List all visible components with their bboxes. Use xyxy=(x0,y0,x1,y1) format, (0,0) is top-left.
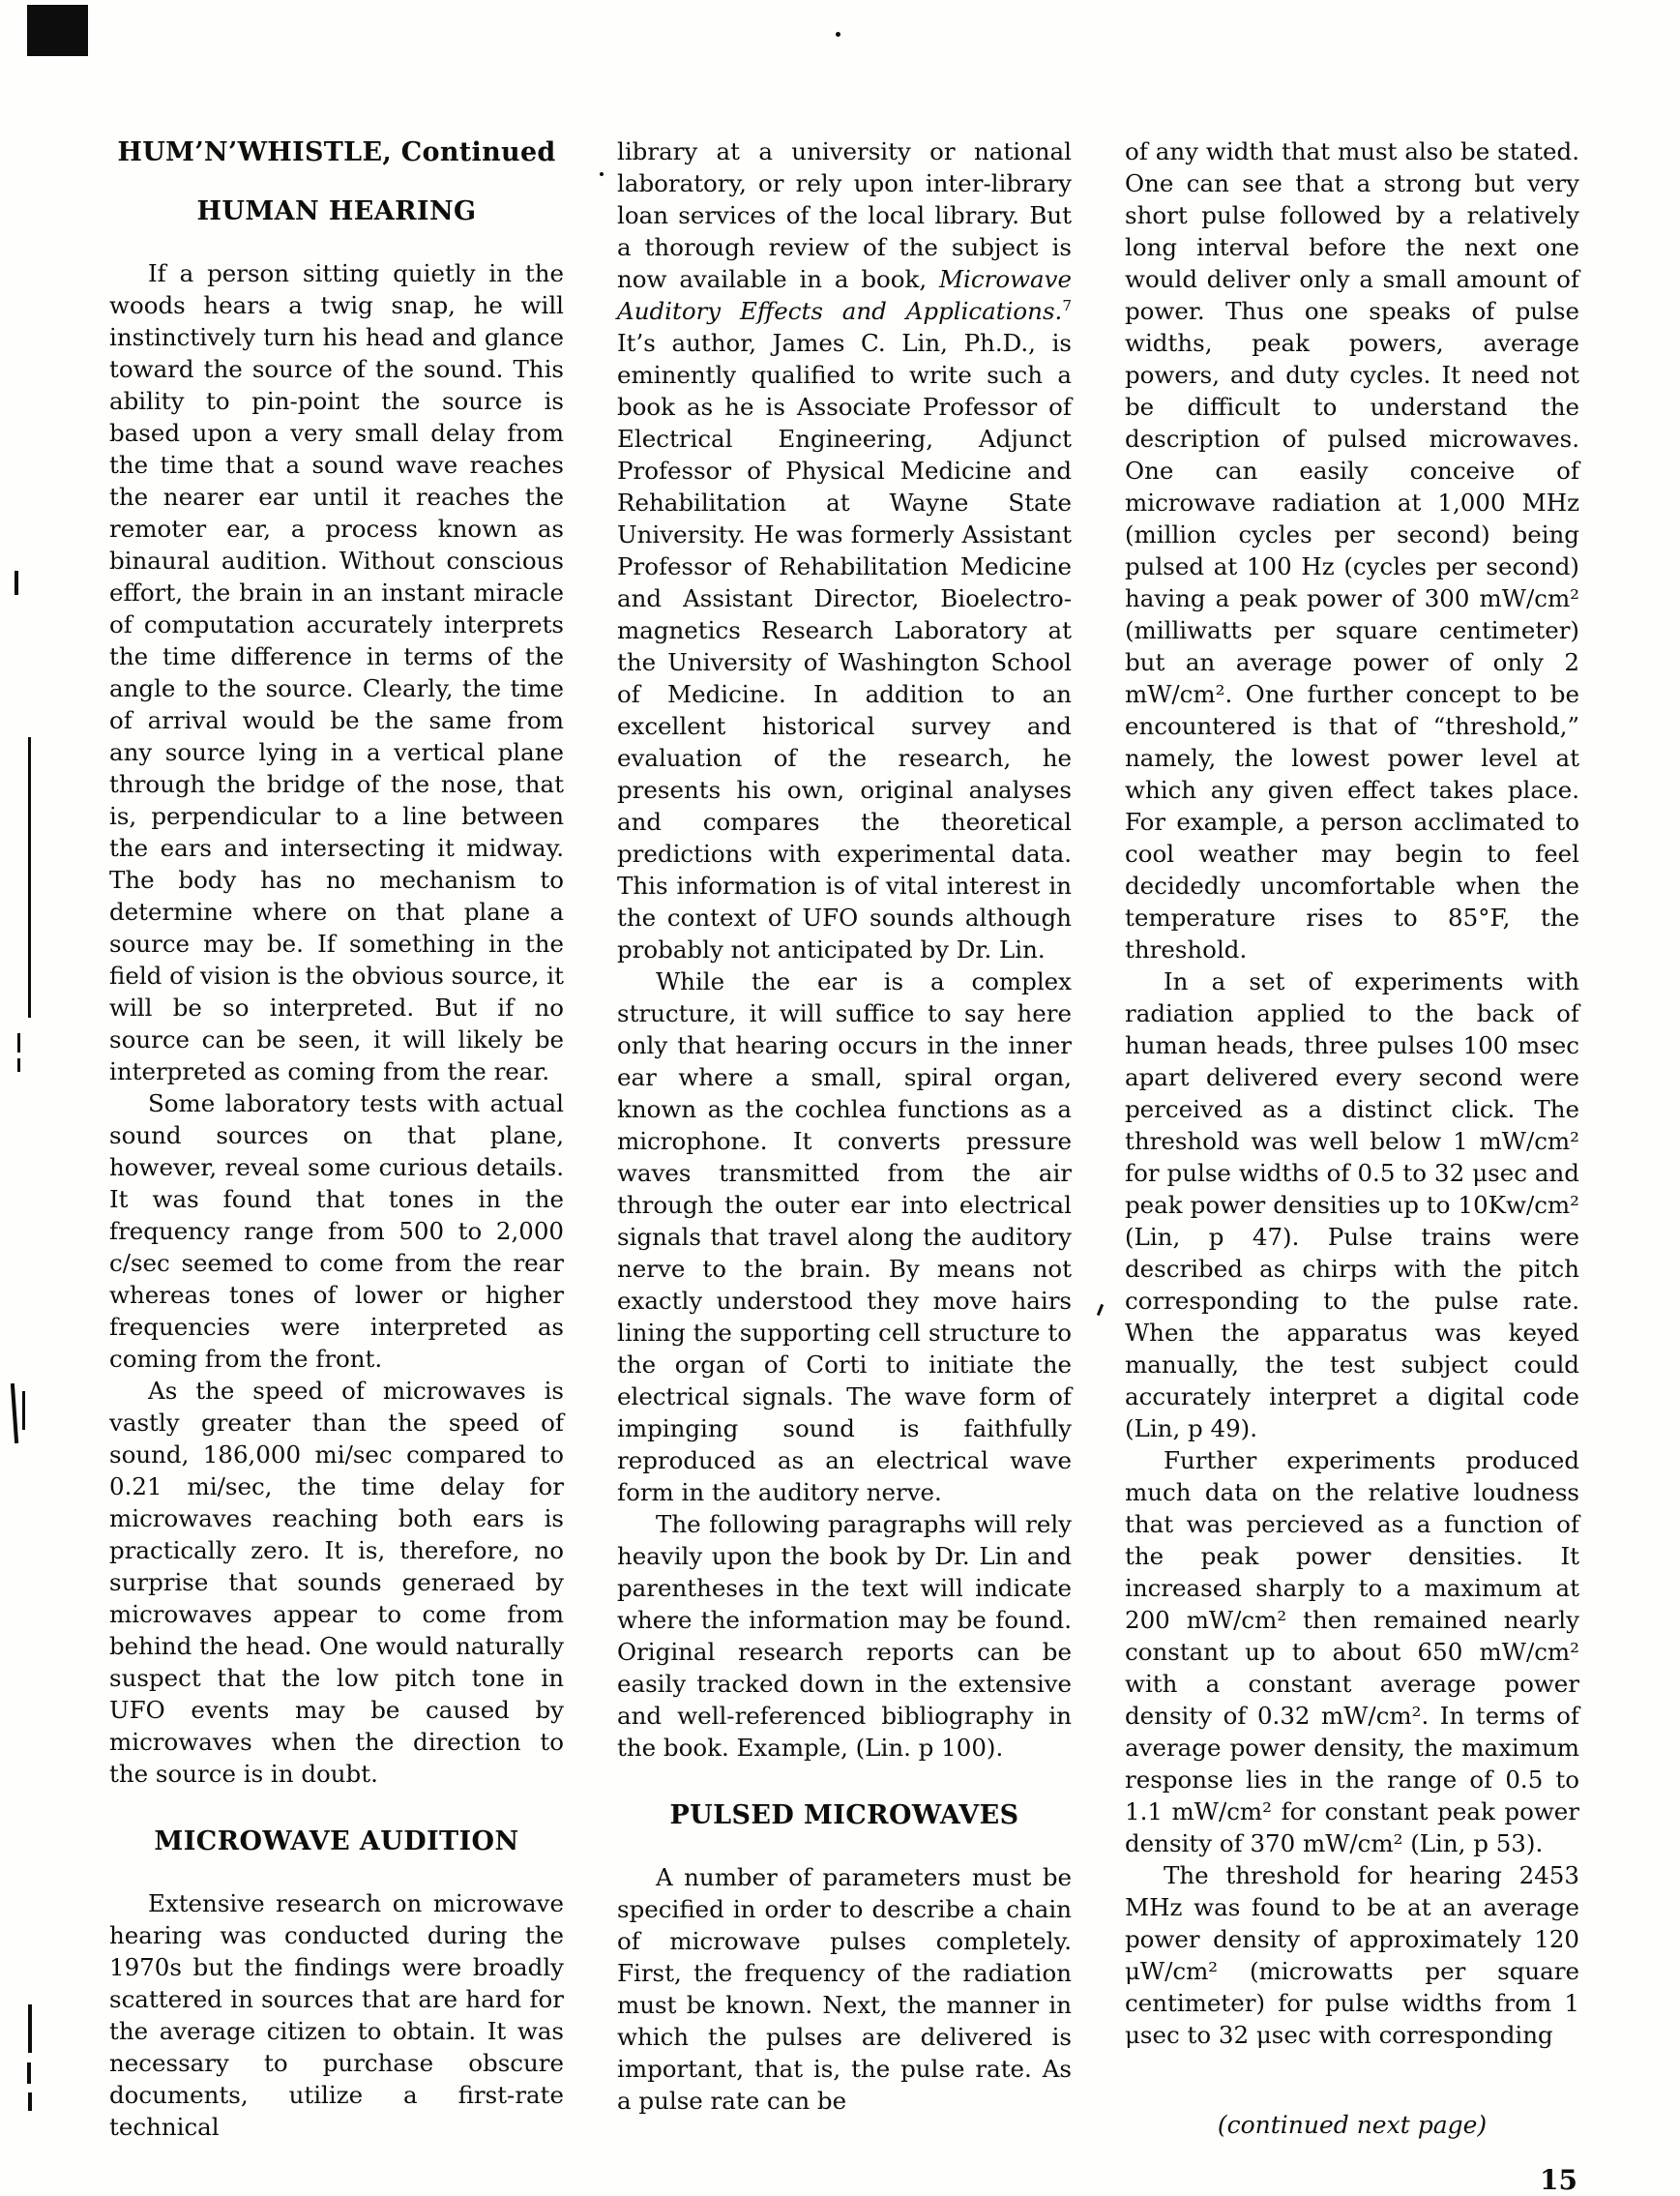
paragraph: Some laboratory tests with actual sound sources on that plane, however, reveal some curious details. It was found that tones in the frequency range from 500 to 2,000 c/sec seemed to come from the rear whereas tones of lower or higher frequencies were interpreted as coming from the front. xyxy=(109,1089,564,1373)
paragraph: While the ear is a complex structure, it will suffice to say here only that hearing occurs in the inner ear where a small, spiral organ, known as the cochlea functions as a microphone. It converts pressure waves transmitted from the air through the outer ear into electrical signals that travel along the auditory nerve to the brain. By means not exactly understood they move hairs lining the supporting cell structure to the organ of Corti to initiate the electrical signals. The wave form of impinging sound is faithfully reproduced as an electrical wave form in the auditory nerve. xyxy=(617,967,1072,1506)
page-number: 15 xyxy=(1540,2164,1577,2196)
paragraph: The following paragraphs will rely heavily upon the book by Dr. Lin and parentheses in the text will indicate where the information may be found. Original research reports can be easily tracked down in the extensive and well-referenced bibliography in the book. Example, (Lin. p 100). xyxy=(617,1510,1072,1762)
scan-speck xyxy=(836,32,840,37)
paragraph: Further experiments produced much data on the relative loudness that was percieved as a function of the peak power densities. It increased sharply to a maximum at 200 mW/cm² then remained nearly constant up to about 650 mW/cm² with a constant average power density of 0.32 mW/cm². In terms of average power density, the maximum response lies in the range of 0.5 to 1.1 mW/cm² for constant peak power density of 370 mW/cm² (Lin, p 53). xyxy=(1125,1446,1579,1857)
continued-note: (continued next page) xyxy=(1217,2111,1488,2139)
paragraph-text: It’s author, James C. Lin, Ph.D., is eminently qualified to write such a book as he is Associate Professor of Electrical Engineering, Adjunct Professor of Physical Medicine and Rehabilitation at Wayne State University. He was formerly Assistant Professor of Rehabilitation Medicine and Assistant Director, Bioelectro-magnetics Research Laboratory at the University of Washington School of Medicine. In addition to an excellent historical survey and evaluation of the research, he presents his own, original analyses and compares the theoretical predictions with experimental data. This information is of vital interest in the context of UFO sounds although probably not anticipated by Dr. Lin. xyxy=(617,329,1072,964)
paragraph: The threshold for hearing 2453 MHz was found to be at an average power density of approximately 120 μW/cm² (microwatts per square centimeter) for pulse widths from 1 μsec to 32 μsec with corresponding xyxy=(1125,1861,1579,2049)
paragraph: A number of parameters must be specified in order to describe a chain of microwave pulses completely. First, the frequency of the radiation must be known. Next, the manner in which the pulses are delivered is important, that is, the pulse rate. As a pulse rate can be xyxy=(617,1863,1072,2115)
scan-mark xyxy=(28,737,31,1018)
scan-mark xyxy=(28,2092,32,2111)
section-heading-microwave-audition: MICROWAVE AUDITION xyxy=(154,1826,519,1856)
scan-mark xyxy=(22,1391,25,1430)
paragraph: As the speed of microwaves is vastly greater than the speed of sound, 186,000 mi/sec compared to 0.21 mi/sec, the time delay for microwaves reaching both ears is practically zero. It is, therefore, no surprise that sounds generaed by microwaves appear to come from behind the head. One would naturally suspect that the low pitch tone in UFO events may be caused by microwaves when the direction to the source is in doubt. xyxy=(109,1377,564,1788)
paragraph xyxy=(617,135,1072,965)
paragraph: In a set of experiments with radiation applied to the back of human heads, three pulses 100 msec apart delivered every second were perceived as a distinct click. The threshold was well below 1 mW/cm² for pulse widths of 0.5 to 32 μsec and peak power densities up to 10Kw/cm² (Lin, p 47). Pulse trains were described as chirps with the pitch corresponding to the pulse rate. When the apparatus was keyed manually, the test subject could accurately interpret a digital code (Lin, p 49). xyxy=(1125,967,1579,1442)
column-right xyxy=(1125,135,1579,2196)
scan-mark xyxy=(15,571,18,595)
column-left xyxy=(109,135,564,2196)
footnote-reference: 7 xyxy=(1062,296,1072,314)
section-heading-pulsed-microwaves: PULSED MICROWAVES xyxy=(669,1800,1019,1830)
scan-mark xyxy=(27,2062,31,2084)
paragraph: Extensive research on microwave hearing was conducted during the 1970s but the findings were broadly scattered in sources that are hard for the average citizen to obtain. It was necessary to purchase obscure documents, utilize a first-rate technical xyxy=(109,1889,564,2141)
book-title-italic: Microwave Auditory Effects and Applications. xyxy=(617,265,1072,325)
scan-mark xyxy=(28,2004,32,2053)
article-continuation-title: HUM’N’WHISTLE, Continued xyxy=(117,137,556,167)
scan-corner-box xyxy=(27,5,88,56)
paragraph: of any width that must also be stated. One can see that a strong but very short pulse followed by a relatively long interval before the next one would deliver only a small amount of power. Thus one speaks of pulse widths, peak powers, average powers, and duty cycles. It need not be difficult to understand the description of pulsed microwaves. One can easily conceive of microwave radiation at 1,000 MHz (million cycles per second) being pulsed at 100 Hz (cycles per second) having a peak power of 300 mW/cm² (milliwatts per square centimeter) but an average power of only 2 mW/cm². One further concept to be encountered is that of “threshold,” namely, the lowest power level at which any given effect takes place. For example, a person acclimated to cool weather may begin to feel decidedly uncomfortable when the temperature rises to 85°F, the threshold. xyxy=(1125,137,1579,964)
paragraph: If a person sitting quietly in the woods hears a twig snap, he will instinctively turn his head and glance toward the source of the sound. This ability to pin-point the source is based upon a very small delay from the time that a sound wave reaches the nearer ear until it reaches the remoter ear, a process known as binaural audition. Without conscious effort, the brain in an instant miracle of computation accurately interprets the time difference in terms of the angle to the source. Clearly, the time of arrival would be the same from any source lying in a vertical plane through the bridge of the nose, that is, perpendicular to a line between the ears and intersecting it midway. The body has no mechanism to determine where on that plane a source may be. If something in the field of vision is the obvious source, it will be so interpreted. But if no source can be seen, it will likely be interpreted as coming from the rear. xyxy=(109,259,564,1085)
column-middle xyxy=(617,135,1072,2196)
three-column-article xyxy=(109,135,1579,2196)
scan-mark xyxy=(11,1383,18,1443)
section-heading-human-hearing: HUMAN HEARING xyxy=(196,196,477,226)
scan-mark xyxy=(17,1058,20,1072)
scan-mark xyxy=(17,1033,20,1053)
paragraph-text: library at a university or national laboratory, or rely upon inter-library loan services of the local library. But a thorough review of the subject is now available in a book, xyxy=(617,137,1072,293)
